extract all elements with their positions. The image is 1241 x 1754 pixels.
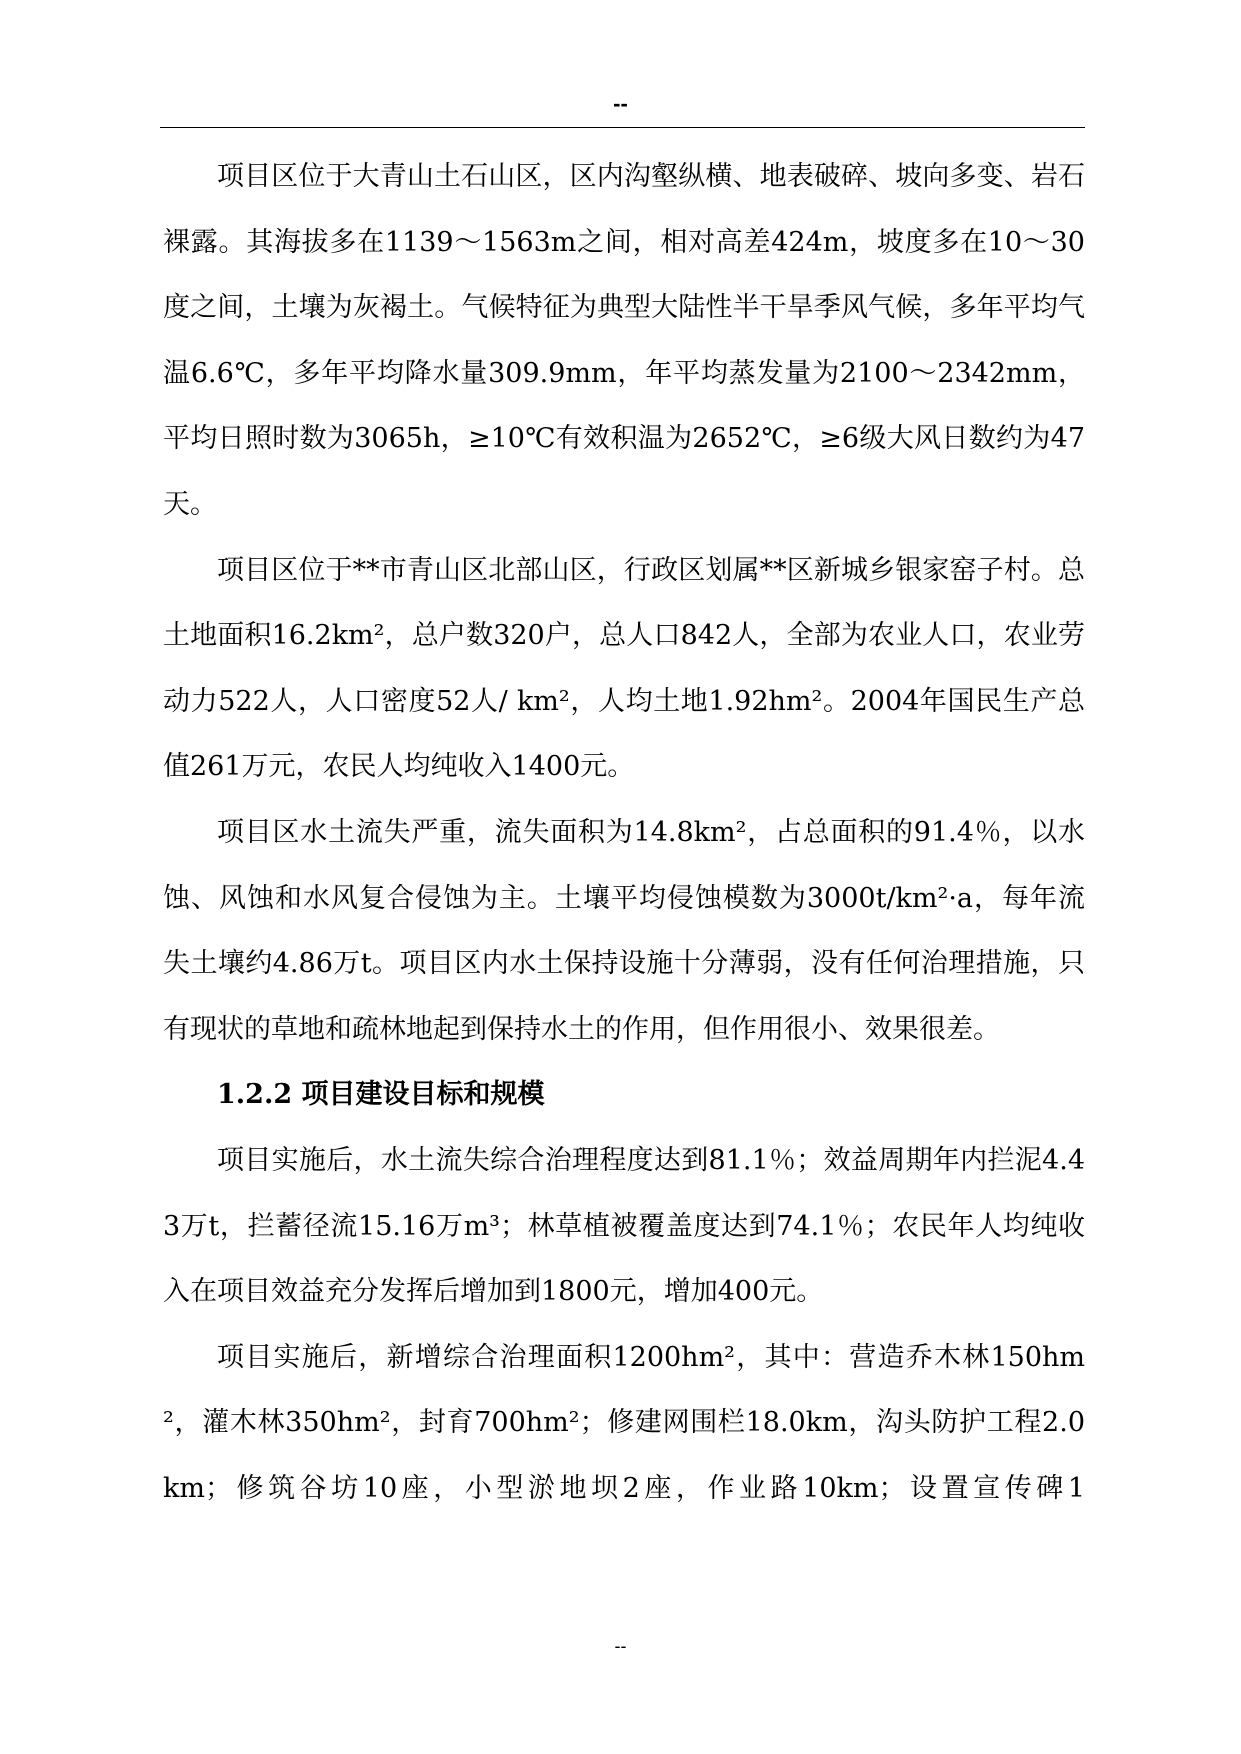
paragraph-project-scale: 项目实施后，新增综合治理面积1200hm²，其中：营造乔木林150hm²，灌木林350hm²，封育700hm²；修建网围栏18.0km，沟头防护工程2.0km；修筑谷坊10座，小型淤地坝2座，作业路10km；设置宣传碑1 [163,1341,1085,1504]
page-header-mark: -- [613,91,628,116]
paragraph-terrain-climate: 项目区位于大青山土石山区，区内沟壑纵横、地表破碎、坡向多变、岩石裸露。其海拔多在1139～1563m之间，相对高差424m，坡度多在10～30度之间，土壤为灰褐土。气候特征为典型大陆性半干旱季风气候，多年平均气温6.6℃，多年平均降水量309.9mm，年平均蒸发量为2100～2342mm，平均日照时数为3065h，≥10℃有效积温为2652℃，≥6级大风日数约为47天。 [163,161,1085,520]
paragraph-location-population: 项目区位于**市青山区北部山区，行政区划属**区新城乡银家窑子村。总土地面积16.2km²，总户数320户，总人口842人，全部为农业人口，农业劳动力522人，人口密度52人/ km²，人均土地1.92hm²。2004年国民生产总值261万元，农民人均纯收入1400元。 [163,554,1085,783]
paragraph-soil-erosion: 项目区水土流失严重，流失面积为14.8km²，占总面积的91.4％，以水蚀、风蚀和水风复合侵蚀为主。土壤平均侵蚀模数为3000t/km²·a，每年流失土壤约4.86万t。项目区内水土保持设施十分薄弱，没有任何治理措施，只有现状的草地和疏林地起到保持水土的作用，但作用很小、效果很差。 [163,816,1085,1045]
document-body [163,144,1085,1521]
paragraph-project-goals: 项目实施后，水土流失综合治理程度达到81.1％；效益周期年内拦泥4.43万t，拦蓄径流15.16万m³；林草植被覆盖度达到74.1％；农民年人均纯收入在项目效益充分发挥后增加到1800元，增加400元。 [163,1144,1085,1308]
page-footer-mark: -- [614,1636,627,1656]
section-heading: 1.2.2 项目建设目标和规模 [217,1079,545,1111]
header-rule [160,127,1085,128]
